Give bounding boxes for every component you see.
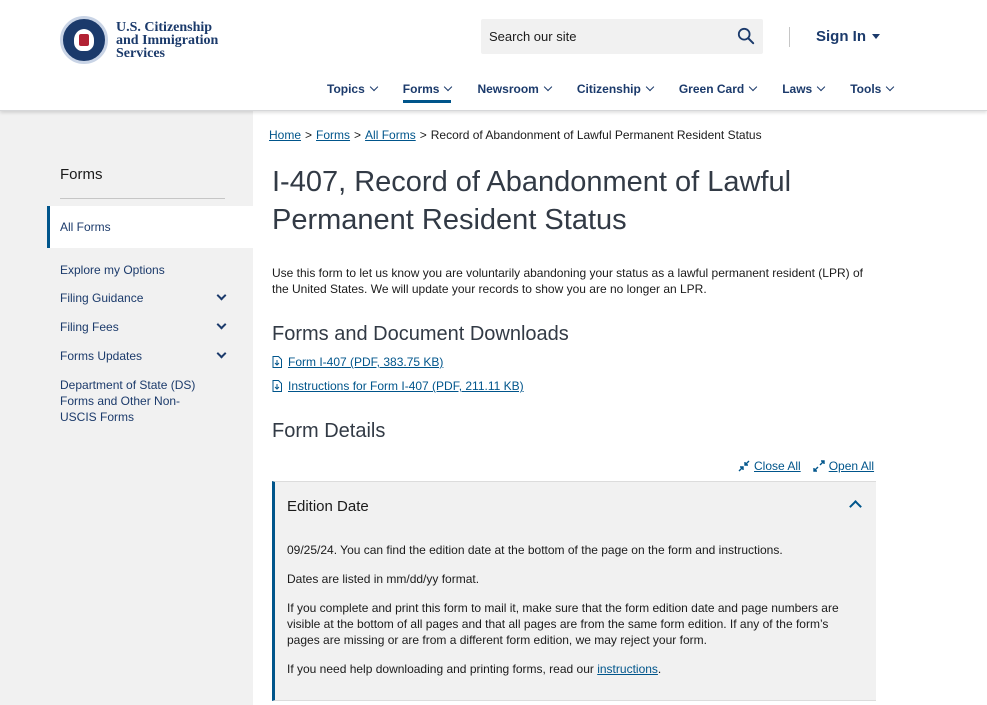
chevron-down-icon (749, 83, 757, 91)
download-link[interactable]: Form I-407 (PDF, 383.75 KB) (288, 355, 444, 369)
search-icon[interactable] (737, 27, 755, 45)
help-text (287, 661, 857, 677)
nav-forms[interactable] (403, 82, 452, 102)
chevron-down-icon (544, 83, 552, 91)
open-all-button[interactable] (813, 459, 874, 473)
breadcrumb-forms[interactable]: Forms (316, 128, 351, 142)
logo-line-1: U.S. Citizenship (116, 19, 213, 35)
accordion-toggles (738, 459, 874, 473)
caret-down-icon (872, 34, 880, 39)
download-file-icon (272, 380, 282, 392)
site-header (0, 0, 987, 111)
nav-label: Topics (327, 82, 365, 96)
header-divider (789, 27, 790, 47)
expand-arrows-icon (813, 460, 825, 472)
chevron-down-icon (444, 83, 452, 91)
collapse-arrows-icon (738, 460, 750, 472)
breadcrumb (269, 128, 762, 142)
chevron-down-icon (886, 83, 894, 91)
form-details-heading: Form Details (272, 420, 386, 442)
nav-green-card[interactable] (679, 82, 756, 102)
page-title: I-407, Record of Abandonment of Lawful Permanent Resident Status (272, 166, 792, 236)
chevron-up-icon[interactable] (849, 500, 862, 513)
instructions-link[interactable]: instructions (597, 662, 658, 676)
sidebar-title: Forms (60, 166, 103, 183)
chevron-down-icon[interactable] (217, 349, 227, 359)
help-text-after: . (657, 662, 662, 676)
nav-laws[interactable] (782, 82, 824, 102)
sign-in-label: Sign In (816, 28, 866, 45)
logo-line-3: Services (116, 45, 165, 61)
sidebar-item-explore-options[interactable] (60, 262, 235, 278)
nav-label: Laws (782, 82, 813, 96)
sidebar-item-filing-fees[interactable] (60, 319, 235, 335)
help-text-before: If you need help downloading and printing forms, read our (287, 662, 594, 676)
sidebar-item-ds-forms[interactable] (60, 377, 200, 425)
sidebar-item-label: Filing Guidance (60, 291, 144, 305)
breadcrumb-separator: > (354, 128, 362, 142)
nav-label: Tools (850, 82, 882, 96)
breadcrumb-separator: > (419, 128, 427, 142)
download-form-i407[interactable] (272, 355, 443, 369)
main-nav (327, 82, 919, 102)
date-format-text: Dates are listed in mm/dd/yy format. (287, 572, 480, 586)
close-all-button[interactable] (738, 459, 801, 473)
chevron-down-icon (646, 83, 654, 91)
logo-text (116, 21, 218, 60)
search-input[interactable] (481, 19, 721, 54)
chevron-down-icon[interactable] (217, 320, 227, 330)
sidebar-item-filing-guidance[interactable] (60, 290, 235, 306)
sidebar-item-all-forms[interactable]: All Forms (47, 206, 253, 248)
search-bar (481, 19, 763, 54)
dhs-seal-icon (60, 16, 108, 64)
chevron-down-icon[interactable] (217, 291, 227, 301)
downloads-heading: Forms and Document Downloads (272, 323, 569, 345)
open-all-label: Open All (828, 459, 875, 473)
edition-date-text: 09/25/24. You can find the edition date at the bottom of the page on the form and instructions. (287, 543, 783, 557)
nav-newsroom[interactable] (477, 82, 550, 102)
breadcrumb-current: Record of Abandonment of Lawful Permanent Resident Status (430, 128, 762, 142)
breadcrumb-home[interactable]: Home (269, 128, 302, 142)
nav-label: Green Card (678, 82, 745, 96)
sidebar-item-label: Forms Updates (60, 349, 143, 363)
intro-text: Use this form to let us know you are voluntarily abandoning your status as a lawful permanent resident (LPR) of the United States. We will update your records to show you are no longer an LPR. (272, 266, 863, 296)
download-instructions-i407[interactable] (272, 379, 524, 393)
accordion-edition-date (272, 481, 876, 701)
nav-citizenship[interactable] (577, 82, 653, 102)
download-file-icon (272, 356, 282, 368)
download-link[interactable]: Instructions for Form I-407 (PDF, 211.11 KB) (288, 379, 524, 393)
nav-topics[interactable] (327, 82, 377, 102)
close-all-label: Close All (754, 459, 801, 473)
sidebar-item-label: Department of State (DS) Forms and Other Non-USCIS Forms (60, 378, 196, 424)
sidebar-divider (60, 198, 225, 199)
accordion-title[interactable]: Edition Date (287, 498, 369, 515)
breadcrumb-separator: > (305, 128, 313, 142)
sidebar (0, 111, 253, 705)
edition-warning-text: If you complete and print this form to mail it, make sure that the form edition date and page numbers are visible at the bottom of all pages and that all pages are from the same form edition. If any of the form’s pages are missing or are from a different form edition, we may reject your form. (287, 601, 839, 647)
nav-tools[interactable] (850, 82, 893, 102)
sidebar-item-label: Filing Fees (60, 320, 119, 334)
breadcrumb-all-forms[interactable]: All Forms (365, 128, 416, 142)
chevron-down-icon (817, 83, 825, 91)
sign-in-button[interactable] (816, 28, 880, 45)
logo-line-2: and Immigration (116, 32, 219, 48)
sidebar-item-label: Explore my Options (60, 263, 165, 277)
nav-label: Citizenship (576, 82, 641, 96)
chevron-down-icon (370, 83, 378, 91)
uscis-logo[interactable] (60, 16, 218, 64)
sidebar-item-forms-updates[interactable] (60, 348, 235, 364)
nav-label: Forms (402, 82, 440, 96)
nav-label: Newsroom (477, 82, 539, 96)
